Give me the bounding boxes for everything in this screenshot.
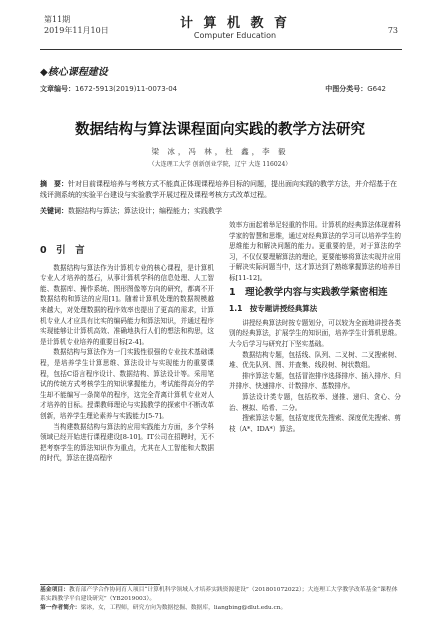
header-divider: [40, 49, 402, 50]
paragraph: 算法设计类专题，包括枚举、递推、递归、贪心、分治、模拟、哈希、二分。: [229, 392, 401, 412]
class-value: G642: [367, 85, 386, 93]
left-column: [40, 242, 214, 464]
issue-number: 第11期: [44, 15, 71, 24]
paragraph: 效率方面起着举足轻重的作用。计算机的经典算法体现着科学家的智慧和思维，通过对经典算法的学习可以培养学生的思维能力和解决问题的能力。更重要的是，对于算法的学习，不仅仅要理解算法的理论，更要能够将算法实现并应用于解决实际问题当中，这才算达到了熟练掌握算法的培养目标[11-12]。: [229, 221, 401, 282]
doi-value: 1672-5913(2019)11-0073-04: [75, 85, 178, 93]
footnote-funding: [40, 586, 402, 604]
footnote-author: [40, 604, 402, 613]
footnote-text: 教育部产学合作协同育人项目“计算机科学领域人才培养实践资源建设”（201801072022）；大连理工大学教学改革基金“课程体系实践教学平台建设研究”（YB2019003）。: [40, 587, 398, 602]
footnotes: [40, 586, 402, 613]
issue-header: [44, 14, 109, 36]
paper-title: 数据结构与算法课程面向实践的教学方法研究: [75, 122, 365, 138]
abstract: [40, 179, 400, 200]
keywords-text: 数据结构与算法；算法设计；编程能力；实践教学: [68, 207, 222, 215]
paragraph: 搜索算法专题，包括宽度优先搜索、深度优先搜索、剪枝（A*、IDA*）算法。: [229, 414, 401, 433]
class-entry: [325, 84, 400, 94]
paragraph: 讲授经典算法时按专题划分，可以较为全面地讲授各类别的经典算法，扩展学生的知识面，培养学生计算机思维。大今后学习与研究打下坚实基础。: [229, 318, 401, 348]
issue-date: 2019年11月10日: [44, 26, 109, 35]
keywords-label: 关键词：: [40, 207, 68, 215]
section-heading-introduction: 0 引 言: [40, 245, 85, 256]
class-label: 中图分类号：: [325, 85, 368, 93]
footnote-label: 基金项目：: [40, 587, 69, 593]
journal-title-en: Computer Education: [193, 31, 277, 40]
footnote-label: 第一作者简介：: [40, 605, 81, 611]
journal-masthead: [150, 12, 320, 40]
keywords: [40, 206, 400, 216]
paragraph: 数据结构专题，包括线、队列、二叉树、二叉搜索树、堆、优先队列、图、并查集、线段树、树状数组。: [229, 350, 401, 370]
footnote-text: 梁冰，女，工程师，研究方向为数据挖掘、数据库，liangbing@dlut.edu.cn。: [80, 605, 287, 611]
journal-title-cn: 计 算 机 教 育: [179, 16, 291, 31]
footnote-divider: [40, 584, 160, 585]
paragraph: 数据结构与算法作为计算机专业的核心课程，是计算机专业人才培养的基石，从事计算机学科的信息处理、人工智能、数据库、操作系统、图形图像等方向的研究，都离不开数据结构和算法的应用[1]。随着计算机处理的数据规模越来越大，对处理数据的程序效率也提出了更高的需求，计算机专业人才应具有比实的编码能力和算法知识，并通过程序实现能够让计算机高效、准确地执行人们的想法和构思，这是计算机专业培养的重要目标[2-4]。: [40, 263, 214, 346]
right-column: [229, 220, 401, 434]
paragraph: 数据结构与算法作为一门实践性很强的专业技术基础课程，是培养学生计算思维、算法设计与实现能力的重要课程，包括C语言程序设计、数据结构、算法设计等。采用笔试的传统方式考核学生的知识掌握能力，考试能得高分的学生却不能编写一条简单的程序，这完全背离计算机专业对人才培养的目标。授课教师理论与实践教学的探索中不断改革创新，培养学生理论素养与实践能力[5-7]。: [40, 348, 214, 420]
doi-label: 文章编号：: [40, 85, 75, 93]
paragraph: 当构建数据结构与算法的应用实践能力方面，多个学科领域已经开始进行课程建设[8-10]。IT公司在招聘时，无不把考察学生的算法知识作为重点，尤其在人工智能和大数据的时代，算法在提高程序: [40, 422, 214, 463]
paragraph: 排序算法专题，包括冒泡排序选择排序、插入排序、归并排序、快速排序、计数排序、基数排序。: [229, 371, 401, 391]
abstract-label: 摘 要：: [40, 180, 68, 188]
author-list: 梁 冰，冯 林，杜 鑫，李 毅: [151, 147, 289, 156]
page-number: 73: [387, 26, 398, 35]
abstract-text: 针对目前课程培养与考核方式不能真正体现课程培养目标的问题，提出面向实践的教学方法，并介绍基于在线评测系统的实验平台建设与实验教学开展过程及课程考核方式改革过程。: [40, 180, 397, 199]
subsection-heading-1-1: 1.1 按专题讲授经典算法: [229, 304, 318, 314]
affiliation: （大连理工大学 创新创业学院，辽宁 大连 116024）: [148, 161, 292, 168]
section-heading-1: 1 理论教学内容与实践教学紧密相连: [229, 286, 388, 298]
doi-entry: [40, 85, 191, 93]
article-meta: [40, 84, 400, 94]
section-tag: ◆核心课程建设: [40, 67, 108, 78]
